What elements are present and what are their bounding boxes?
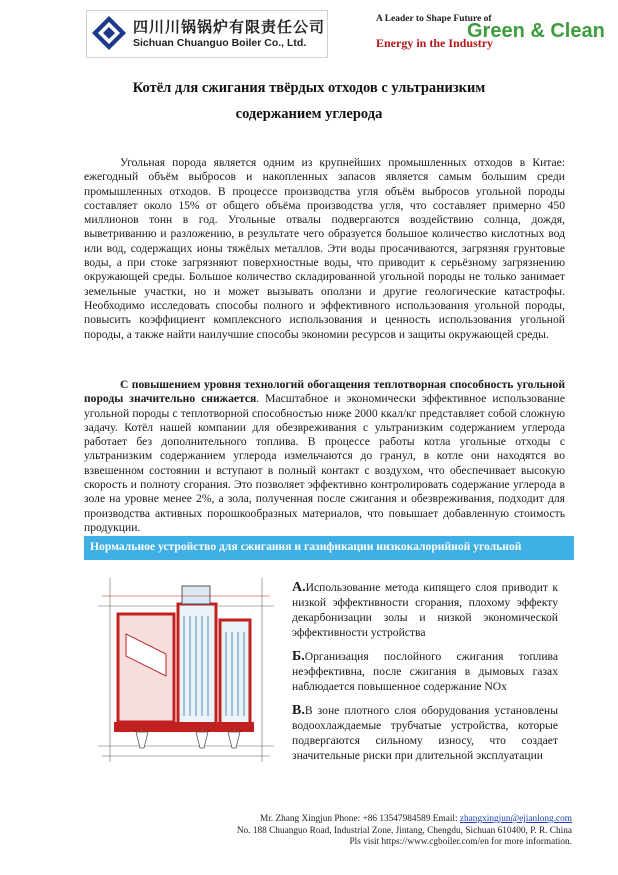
company-name-en: Sichuan Chuanguo Boiler Co., Ltd. [133,37,307,49]
footer-email-link[interactable]: zhangxingjun@ejianlong.com [459,814,572,824]
green-clean-logo: Green & Clean [467,20,605,42]
boiler-schematic-diagram [96,576,276,764]
technology-paragraph-text: . Масштабное и экономически эффективное использование угольной породы с теплотворной способностью ниже 2000 ккал/кг представляет собой сложную задачу. Котёл нашей компании для обезвреживания с ультранизким содержанием углерода работает без дополнительного топлива. В процессе работы котла угольные отходы с ультранизким содержанием углерода измельчаются до гранул, в котле они находятся во взвешенном состоянии и вступают в полный контакт с воздухом, что обеспечивает высокую скорость и полноту сгорания. Это позволяет эффективно контролировать содержание углерода в золе на уровне менее 2%, а зола, полученная после сжигания и обезвреживания, подходит для производства активных порошкообразных материалов, что повышает добавленную стоимость продукции. [84,392,565,534]
intro-paragraph: Угольная порода является одним из крупнейших промышленных отходов в Китае: ежегодный объём выбросов и накопленных запасов является самым большим среди промышленных отходов. В процессе производства угля объём выбросов угольной породы составляет около 15% от общего объёма производства угля, что составляет примерно 450 миллионов тонн в год. Угольные отвалы подвергаются воздействию солнца, дождя, выветриванию и разложению, в результате чего образуется большое количество кислотных вод или вод, содержащих ионы тяжёлых металлов. Эти воды просачиваются, загрязняя грунтовые воды, а при стоке загрязняют поверхностные воды, что приводит к серьёзному загрязнению окружающей среды. Большое количество складированной угольной породы не только занимает земельные участки, но и может вызывать оползни и другие геологические катастрофы. Необходимо исследовать способы полного и эффективного использования угольной породы, повысить коэффициент комплексного использования и ценность использования угольной породы, а также найти наилучшие способы экономии ресурсов и защиты окружающей среды. [84,156,565,341]
document-title-line-1: Котёл для сжигания твёрдых отходов с ультранизким [132,80,486,96]
technology-paragraph [84,378,565,535]
list-item-b [292,649,558,694]
footer-contact-text: Mr. Zhang Xingjun Phone: +86 13547984589 Email: [259,814,460,824]
problem-list [292,580,558,772]
section-banner-title: Нормальное устройство для сжигания и газификации низкокалорийной угольной [90,540,522,553]
list-item-a-text: Использование метода кипящего слоя приводит к низкой эффективности сгорания, плохому эффекту декарбонизации золы и низкой экономической эффективности устройства [292,581,558,639]
company-logo-icon [91,15,127,51]
footer-address: No. 188 Chuanguo Road, Industrial Zone, Jintang, Chengdu, Sichuan 610400, P. R. China [236,825,572,836]
company-name-cn: 四川川锅锅炉有限责任公司 [133,18,326,36]
list-item-c [292,703,558,763]
slogan-line-1: A Leader to Shape Future of [376,14,492,24]
list-item-a-letter: A. [292,580,306,595]
list-item-b-letter: Б. [292,649,305,664]
section-banner [84,536,574,560]
page-footer [237,814,572,849]
footer-contact [237,814,572,826]
list-item-c-letter: В. [292,703,305,718]
technology-paragraph-bold: С повышением уровня технологий обогащения теплотворная способность угольной породы значительно снижается [84,378,565,406]
document-title-line-2: содержанием углерода [235,106,383,122]
footer-website[interactable]: Pls visit https://www.cgboiler.com/en for more information. [349,837,572,847]
list-item-b-text: Организация послойного сжигания топлива неэффективна, после сжигания в дымовых газах наблюдается повышенное содержание NOx [292,650,558,693]
page-header [0,0,618,62]
company-logo [86,10,328,58]
list-item-a [292,580,558,640]
slogan-line-2: Energy in the Industry [376,36,494,50]
list-item-c-text: В зоне плотного слоя оборудования установлены водоохлаждаемые трубчатые устройства, которые подвергаются сильному износу, что создает значительные риски при длительной эксплуатации [292,704,558,762]
